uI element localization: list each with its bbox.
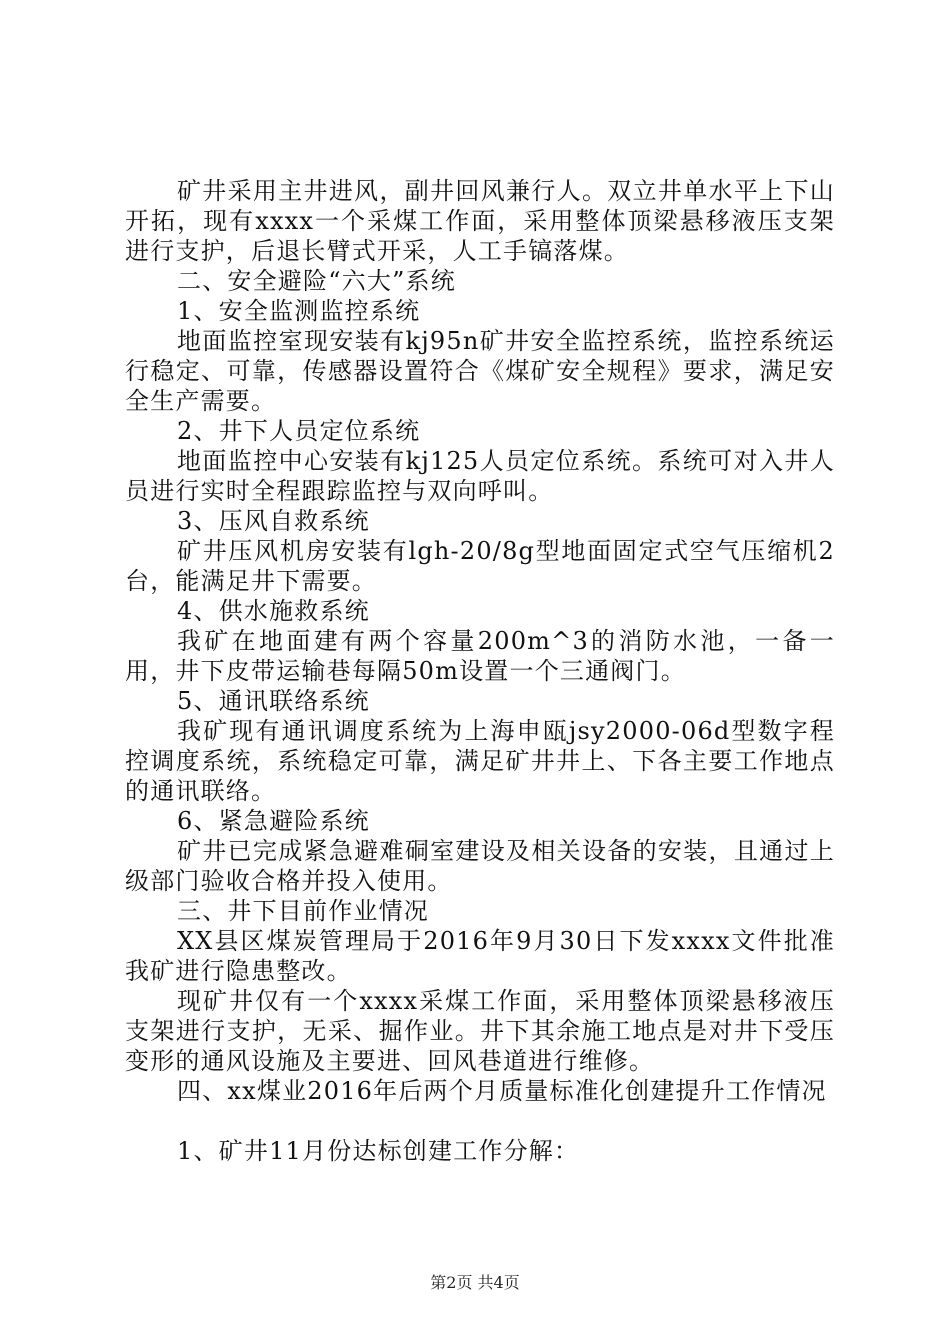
section-heading-current-operations: 三、井下目前作业情况	[177, 897, 429, 925]
paragraph-current-workface: 现矿井仅有一个xxxx采煤工作面，采用整体顶梁悬移液压支架进行支护，无采、掘作业。井下其余施工地点是对井下受压变形的通风设施及主要进、回风巷道进行维修。	[125, 987, 835, 1075]
section-heading-six-systems: 二、安全避险“六大”系统	[177, 267, 456, 295]
document-body	[125, 176, 835, 1166]
subheading-november-breakdown: 1、矿井11月份达标创建工作分解：	[177, 1137, 580, 1165]
subheading-emergency-refuge: 6、紧急避险系统	[177, 807, 370, 835]
subheading-compressed-air: 3、压风自救系统	[177, 507, 370, 535]
subheading-monitoring-system: 1、安全监测监控系统	[177, 297, 421, 325]
paragraph-communication: 我矿现有通讯调度系统为上海申瓯jsy2000-06d型数字程控调度系统，系统稳定可靠，满足矿井井上、下各主要工作地点的通讯联络。	[125, 717, 835, 805]
subheading-water-supply: 4、供水施救系统	[177, 597, 370, 625]
paragraph-water-supply: 我矿在地面建有两个容量200m^3的消防水池，一备一用，井下皮带运输巷每隔50m设置一个三通阀门。	[125, 627, 835, 685]
subheading-personnel-positioning: 2、井下人员定位系统	[177, 417, 421, 445]
paragraph-bureau-approval: XX县区煤炭管理局于2016年9月30日下发xxxx文件批准我矿进行隐患整改。	[125, 927, 835, 985]
subheading-communication: 5、通讯联络系统	[177, 687, 370, 715]
paragraph-personnel-positioning: 地面监控中心安装有kj125人员定位系统。系统可对入井人员进行实时全程跟踪监控与双向呼叫。	[125, 447, 835, 505]
paragraph-monitoring-system: 地面监控室现安装有kj95n矿井安全监控系统，监控系统运行稳定、可靠，传感器设置符合《煤矿安全规程》要求，满足安全生产需要。	[125, 327, 835, 415]
section-heading-quality-standardization: 四、xx煤业2016年后两个月质量标准化创建提升工作情况	[177, 1077, 827, 1105]
paragraph-ventilation: 矿井采用主井进风，副井回风兼行人。双立井单水平上下山开拓，现有xxxx一个采煤工作面，采用整体顶梁悬移液压支架进行支护，后退长臂式开采，人工手镐落煤。	[125, 177, 835, 265]
paragraph-emergency-refuge: 矿井已完成紧急避难硐室建设及相关设备的安装，且通过上级部门验收合格并投入使用。	[125, 837, 835, 895]
page-footer: 第2页 共4页	[430, 1273, 520, 1292]
paragraph-compressed-air: 矿井压风机房安装有lgh-20/8g型地面固定式空气压缩机2台，能满足井下需要。	[125, 537, 835, 595]
